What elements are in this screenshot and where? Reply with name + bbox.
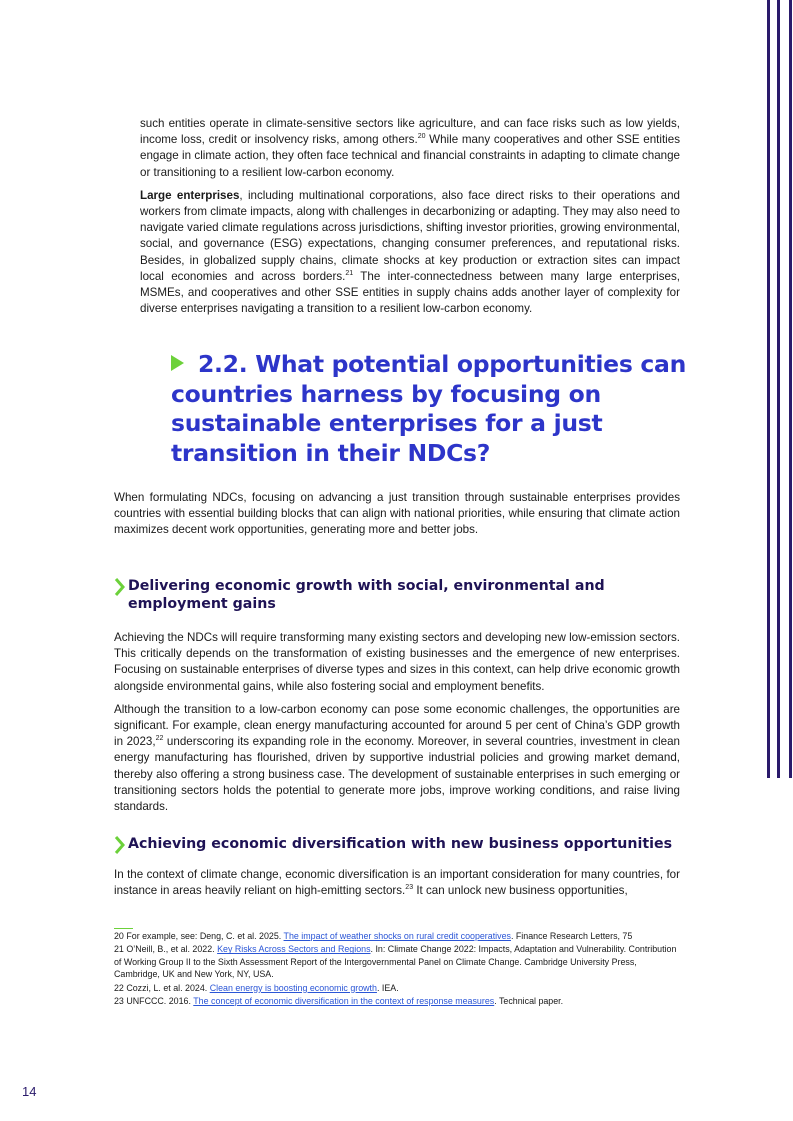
decorative-rule <box>789 0 792 778</box>
decorative-rule <box>767 0 770 778</box>
footnote-link[interactable]: Clean energy is boosting economic growth <box>209 982 377 993</box>
diversification-block <box>114 867 680 899</box>
subheading-diversification: Achieving economic diversification with new business opportunities <box>114 835 684 853</box>
section-heading: 2.2. What potential opportunities can countries harness by focusing on sustainable enterprises for a just transition in their NDCs? <box>171 350 687 467</box>
bold-term: Large enterprises <box>140 188 240 202</box>
triangle-icon <box>171 355 184 371</box>
footnotes <box>114 930 680 1008</box>
footnote-23: 23 UNFCCC. 2016. The concept of economic diversification in the context of response measures. Technical paper. <box>114 996 564 1007</box>
footnote-link[interactable]: The impact of weather shocks on rural credit cooperatives <box>283 931 511 941</box>
diversification-paragraph: In the context of climate change, economic diversification is an important consideration for many countries, for instance in areas heavily reliant on high-emitting sectors.$^{23}$ It can unlock new business opportunities, <box>114 868 680 898</box>
footnote-ref[interactable]: 22 <box>155 735 164 743</box>
intro-block <box>140 116 680 317</box>
economic-growth-paragraph: Achieving the NDCs will require transforming many existing sectors and developing new low-emission sectors. This critically depends on the transformation of existing businesses and the emergence of new enterprises. Focusing on sustainable enterprises of diverse types and sizes in this context, can help drive economic growth alongside environmental gains, while also fostering social and employment benefits. <box>114 631 680 693</box>
footnote-link[interactable]: Key Risks Across Sectors and Regions <box>217 944 371 955</box>
section-intro-paragraph: When formulating NDCs, focusing on advancing a just transition through sustainable enterprises provides countries with essential building blocks that can align with national priorities, while ensuring that climate action maximizes decent work opportunities, generating more and better jobs. <box>114 491 680 537</box>
intro-paragraph: such entities operate in climate-sensitive sectors like agriculture, and can face risks such as low yields, income loss, credit or insolvency risks, among others.$^{20}$ While many cooperatives and other SSE entities engage in climate action, they often face technical and financial constraints in adapting to climate change or transitioning to a resilient low-carbon economy. <box>140 117 680 179</box>
chevron-right-icon <box>114 578 125 596</box>
footnote-separator <box>114 928 133 929</box>
subheading-economic-growth: Delivering economic growth with social, environmental and employment gains <box>114 577 684 613</box>
footnote-22: 22 Cozzi, L. et al. 2024. Clean energy is boosting economic growth. IEA. <box>114 982 399 993</box>
footnote-21: 21 O’Neill, B., et al. 2022. Key Risks Across Sectors and Regions. In: Climate Change 2022: Impacts, Adaptation and Vulnerability. Contribution of Working Group II to the Sixth Assessment Report of the Intergovernmental Panel on Climate Change. Cambridge University Press, Cambridge, UK and New York, NY, USA. <box>114 944 677 980</box>
page-number: 14 <box>22 1084 37 1099</box>
section-intro <box>114 490 680 539</box>
chevron-right-icon <box>114 836 125 854</box>
decorative-rule <box>777 0 780 778</box>
footnote-link[interactable]: The concept of economic diversification in the context of response measures <box>193 996 495 1007</box>
economic-growth-paragraph-2: Although the transition to a low-carbon economy can pose some economic challenges, the opportunities are significant. For example, clean energy manufacturing accounted for around 5 per cent of China’s GDP growth in 2023,22 underscoring its expanding role in the economy. Moreover, in several countries, investment in clean energy manufacturing has flourished, driven by supportive industrial policies and growing market demand, thereby also offering a strong business case. The development of sustainable enterprises in such emerging or transitioning sectors holds the potential to generate more jobs, improve working conditions, and raise living standards. <box>114 702 680 814</box>
footnote-ref[interactable]: 21 <box>345 269 354 277</box>
footnote-20: 20 For example, see: Deng, C. et al. 2025. The impact of weather shocks on rural credit cooperatives. Finance Research Letters, 75 <box>114 931 633 941</box>
footnote-ref[interactable]: 20 <box>417 133 426 141</box>
footnote-ref[interactable]: 23 <box>405 884 414 892</box>
economic-growth-block <box>114 630 680 815</box>
large-enterprises-paragraph: Large enterprises, including multinational corporations, also face direct risks to their operations and workers from climate impacts, along with challenges in decarbonizing or adapting. They may also need to navigate varied climate regulations across jurisdictions, shifting investor priorities, growing environmental, social, and governance (ESG) expectations, changing consumer preferences, and reputational risks. Besides, in globalized supply chains, climate shocks at key production or extraction sites can impact local economies and across borders.$^{21}$ The inter-connectedness between many large enterprises, MSMEs, and cooperatives and other SSE entities in supply chains adds another layer of complexity for diverse enterprises navigating a transition to a resilient low-carbon economy. <box>140 188 681 316</box>
